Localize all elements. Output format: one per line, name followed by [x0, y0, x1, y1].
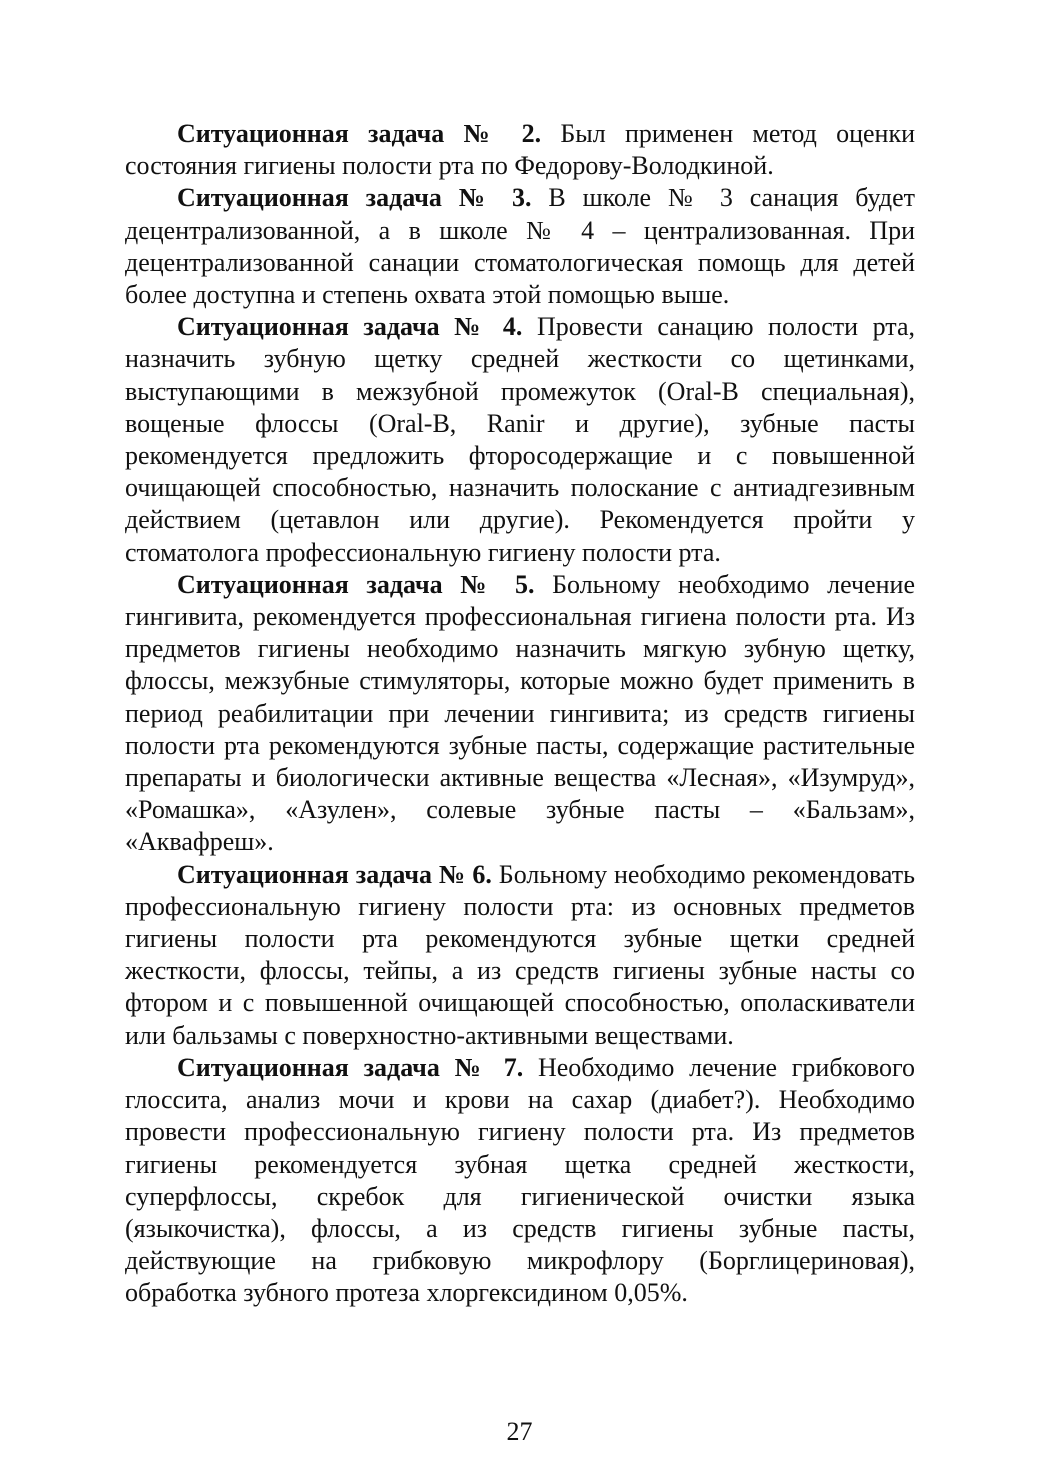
task-paragraph-6 [125, 859, 915, 1052]
task-heading-7: Ситуационная задача № 7. [177, 1052, 524, 1082]
task-heading-4: Ситуационная задача № 4. [177, 312, 523, 342]
task-text-7: Необходимо лечение грибкового глоссита, анализ мочи и крови на сахар (диабет?). Необходимо провести профессиональную гигиену полости рта. Из предметов гигиены рекомендуется зубная щетка средней жесткости, суперфлоссы, скребок для гигиенической очистки языка (языкочистка), флоссы, а из средств гигиены зубные пасты, действующие на грибковую микрофлору (Борглицериновая), обработка зубного протеза хлоргексидином 0,05%. [125, 1052, 915, 1308]
task-text-5: Больному необходимо лечение гингивита, рекомендуется профессиональная гигиена полости рта. Из предметов гигиены необходимо назначить мягкую зубную щетку, флоссы, межзубные стимуляторы, которые можно будет применить в период реабилитации при лечении гингивита; из средств гигиены полости рта рекомендуются зубные пасты, содержащие растительные препараты и биологически активные вещества «Лесная», «Изумруд», «Ромашка», «Азулен», солевые зубные пасты – «Бальзам», «Аквафреш». [125, 569, 915, 857]
page-body [125, 118, 915, 1310]
task-paragraph-4 [125, 311, 915, 569]
task-text-6: Больному необходимо рекомендовать профессиональную гигиену полости рта: из основных предметов гигиены полости рта рекомендуются зубные щетки средней жесткости, флоссы, тейпы, а из средств гигиены зубные насты со фтором и с повышенной очищающей способностью, ополаскиватели или бальзамы с поверхностно-активными веществами. [125, 859, 915, 1050]
task-paragraph-5 [125, 569, 915, 859]
task-text-2: Был применен метод оценки состояния гигиены полости рта по Федорову-Володкиной. [125, 119, 915, 181]
task-heading-6: Ситуационная задача № 6. [177, 859, 492, 889]
task-text-3: В школе № 3 санация будет децентрализованной, а в школе № 4 – централизованная. При децентрализованной санации стоматологическая помощь для детей более доступна и степень охвата этой помощью выше. [125, 183, 915, 310]
task-paragraph-7 [125, 1052, 915, 1310]
task-heading-2: Ситуационная задача № 2. [177, 119, 542, 148]
task-heading-5: Ситуационная задача № 5. [177, 569, 535, 599]
task-paragraph-3 [125, 182, 915, 311]
page-number: 27 [506, 1417, 533, 1446]
task-paragraph-2 [125, 118, 915, 182]
task-text-4: Провести санацию полости рта, назначить зубную щетку средней жесткости со щетинками, выступающими в межзубной промежуток (Oral-B специальная), вощеные флоссы (Oral-B, Ranir и другие), зубные пасты рекомендуется предложить фторосодержащие и с повышенной очищающей способностью, назначить полоскание с антиадгезивным действием (цетавлон или другие). Рекомендуется пройти у стоматолога профессиональную гигиену полости рта. [125, 312, 915, 567]
task-heading-3: Ситуационная задача № 3. [177, 183, 532, 213]
